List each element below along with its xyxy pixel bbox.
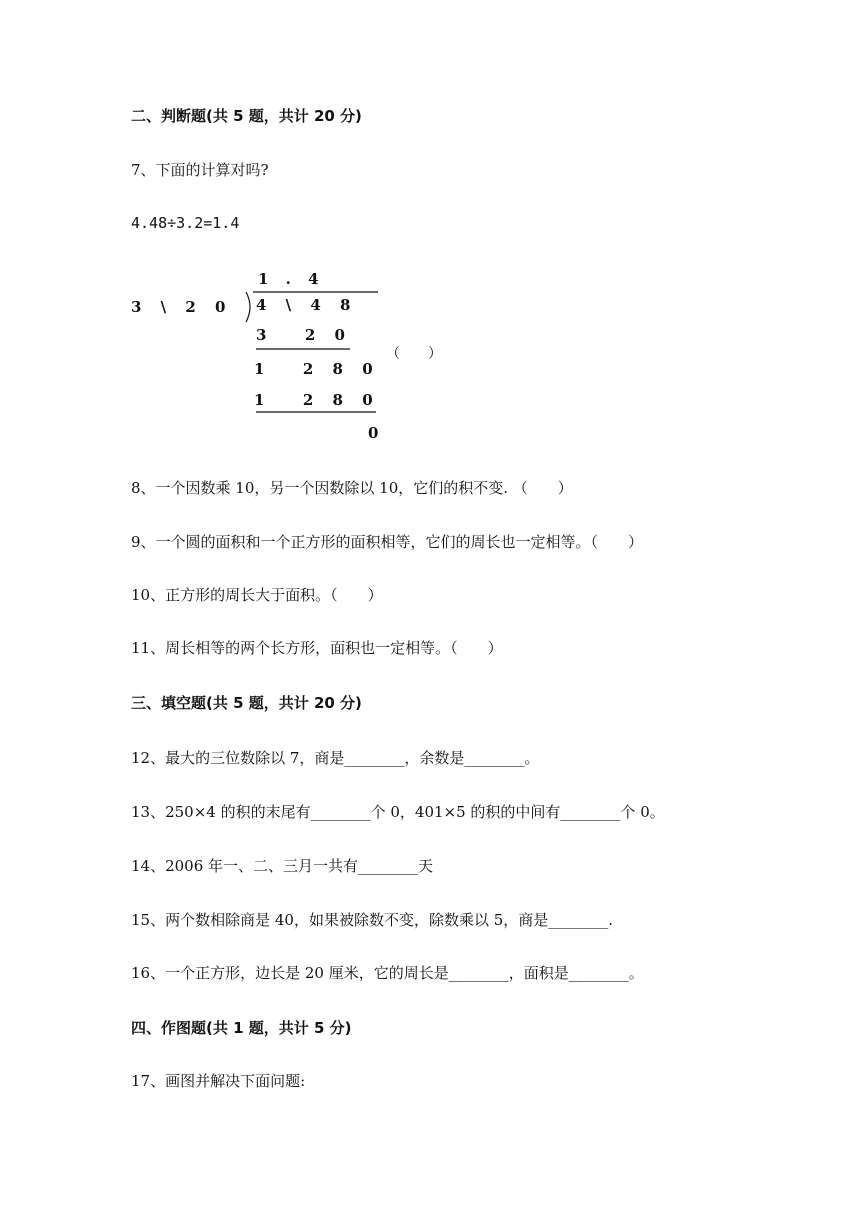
division-dividend: 4 \ 4 8 xyxy=(256,296,351,314)
question-9: 9、一个圆的面积和一个正方形的面积相等，它们的周长也一定相等。（ ） xyxy=(131,533,644,551)
division-divisor: 3 \ 2 0 xyxy=(131,298,226,316)
question-14: 14、2006 年一、二、三月一共有________天 xyxy=(131,857,434,875)
question-16: 16、一个正方形，边长是 20 厘米，它的周长是________，面积是________。 xyxy=(131,964,644,982)
question-17: 17、画图并解决下面问题: xyxy=(131,1072,306,1090)
question-7: 7、下面的计算对吗? xyxy=(131,161,269,179)
question-12: 12、最大的三位数除以 7，商是________，余数是________。 xyxy=(131,749,540,767)
section-heading-drawing: 四、作图题(共 1 题，共计 5 分) xyxy=(131,1019,352,1037)
question-10: 10、正方形的周长大于面积。（ ） xyxy=(131,586,383,604)
division-remainder: 0 xyxy=(368,424,379,442)
question-7-answer-paren: （ ） xyxy=(386,346,442,362)
division-step-3: 1 2 8 0 xyxy=(254,391,373,409)
division-step-1: 3 2 0 xyxy=(256,326,345,344)
division-quotient: 1 . 4 xyxy=(258,270,319,288)
question-11: 11、周长相等的两个长方形，面积也一定相等。（ ） xyxy=(131,639,503,657)
question-15: 15、两个数相除商是 40，如果被除数不变，除数乘以 5，商是________. xyxy=(131,911,614,929)
section-heading-fill-in: 三、填空题(共 5 题，共计 20 分) xyxy=(131,694,362,712)
division-step-2: 1 2 8 0 xyxy=(254,360,373,378)
question-13: 13、250×4 的积的末尾有________个 0，401×5 的积的中间有________个 0。 xyxy=(131,803,665,821)
question-7-equation: 4.48÷3.2=1.4 xyxy=(131,214,240,232)
section-heading-judgment: 二、判断题(共 5 题，共计 20 分) xyxy=(131,107,362,125)
long-division-figure xyxy=(128,262,448,452)
question-8: 8、一个因数乘 10，另一个因数除以 10，它们的积不变. （ ） xyxy=(131,479,573,497)
